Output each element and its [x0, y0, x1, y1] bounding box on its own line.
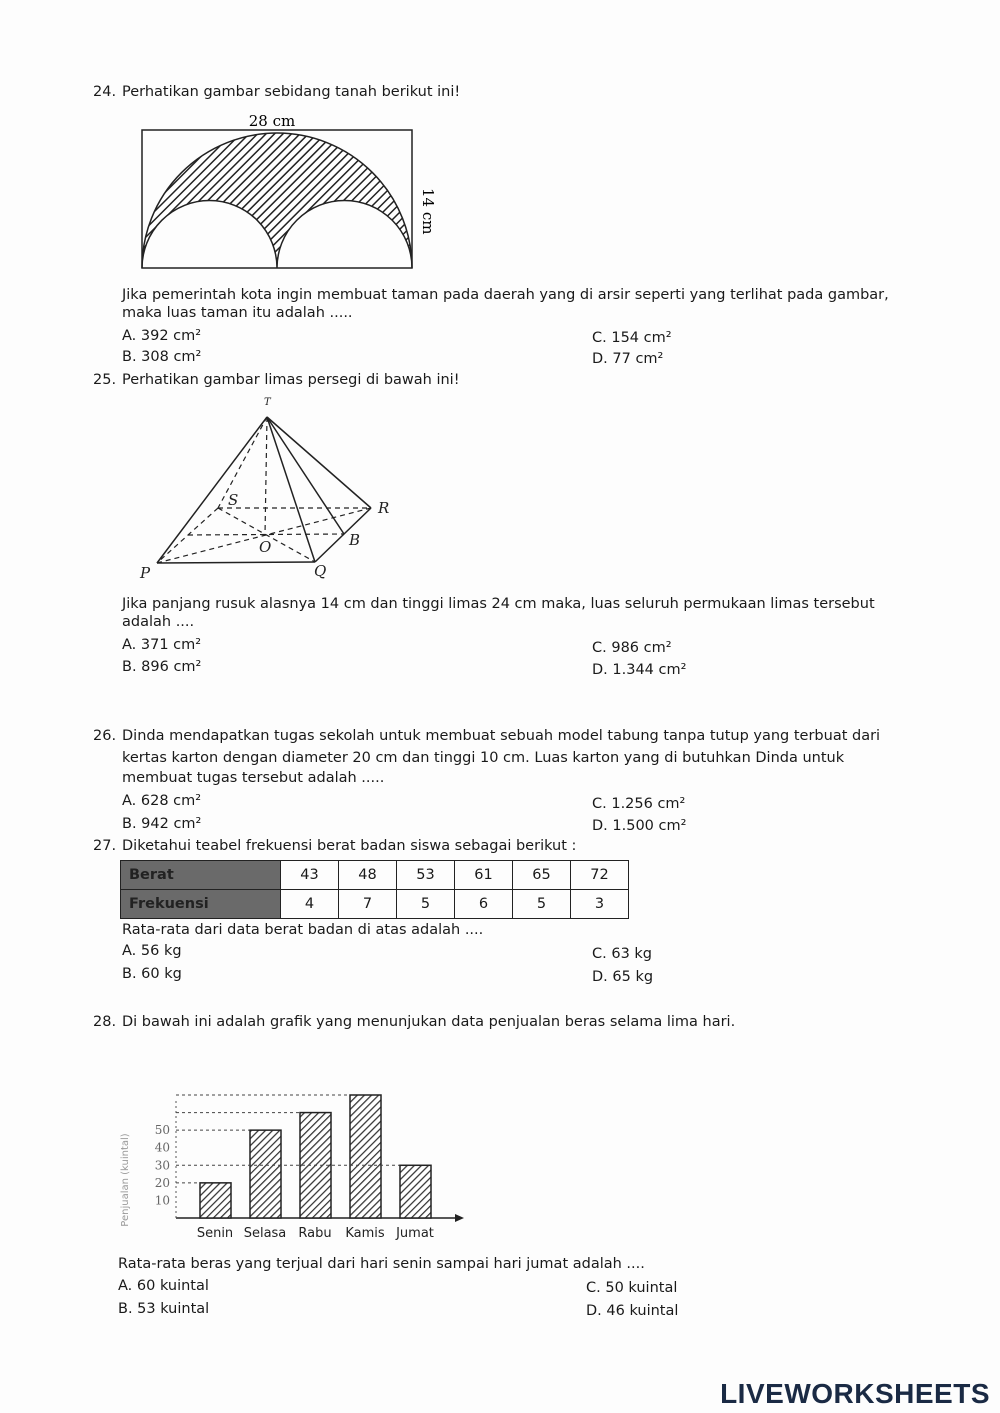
- q27-option-a[interactable]: A. 56 kg: [122, 943, 182, 959]
- table-cell: 6: [455, 890, 513, 919]
- q25-option-b[interactable]: B. 896 cm²: [122, 659, 202, 675]
- bar-kamis: [350, 1095, 381, 1218]
- y-axis-label: Penjualan (kuintal): [120, 1133, 131, 1227]
- q24-question-1: Jika pemerintah kota ingin membuat taman pada daerah yang di arsir seperti yang terlihat pada gambar,: [122, 287, 889, 303]
- label-b: B: [349, 531, 361, 549]
- bar-selasa: [250, 1130, 281, 1218]
- table-cell: 3: [571, 890, 629, 919]
- x-tick-label: Kamis: [345, 1226, 385, 1241]
- q26-line-3: membuat tugas tersebut adalah .....: [122, 770, 385, 786]
- frequency-table: [120, 860, 629, 919]
- table-cell: 43: [281, 861, 339, 890]
- table-cell: 61: [455, 861, 513, 890]
- q26-option-a[interactable]: A. 628 cm²: [122, 793, 202, 809]
- bar-senin: [200, 1183, 231, 1218]
- y-tick-label: 10: [154, 1193, 170, 1208]
- q27-text: Diketahui teabel frekuensi berat badan siswa sebagai berikut :: [122, 838, 577, 854]
- x-tick-label: Senin: [196, 1226, 234, 1241]
- q24-option-c[interactable]: C. 154 cm²: [592, 330, 672, 346]
- q26-option-d[interactable]: D. 1.500 cm²: [592, 818, 687, 834]
- q25-option-a[interactable]: A. 371 cm²: [122, 637, 202, 653]
- q25-question-1: Jika panjang rusuk alasnya 14 cm dan tinggi limas 24 cm maka, luas seluruh permukaan limas tersebut: [122, 596, 875, 612]
- q24-option-a[interactable]: A. 392 cm²: [122, 328, 202, 344]
- label-s: S: [228, 491, 239, 509]
- table-cell: 7: [339, 890, 397, 919]
- table-cell: 72: [571, 861, 629, 890]
- bar-jumat: [400, 1165, 431, 1218]
- q25-option-c[interactable]: C. 986 cm²: [592, 640, 672, 656]
- table-cell: 4: [281, 890, 339, 919]
- label-o: O: [259, 538, 272, 556]
- width-label: 28 cm: [248, 112, 296, 130]
- q26-option-b[interactable]: B. 942 cm²: [122, 816, 202, 832]
- sales-bar-chart: [110, 1080, 480, 1250]
- x-axis-arrow: [455, 1214, 464, 1222]
- header-berat: Berat: [121, 861, 281, 890]
- q28-question: Rata-rata beras yang terjual dari hari senin sampai hari jumat adalah ....: [118, 1256, 645, 1272]
- label-q: Q: [314, 562, 327, 580]
- q28-text: Di bawah ini adalah grafik yang menunjukan data penjualan beras selama lima hari.: [122, 1014, 736, 1030]
- x-tick-label: Selasa: [243, 1226, 287, 1241]
- table-cell: 5: [513, 890, 571, 919]
- q26-line-1: Dinda mendapatkan tugas sekolah untuk membuat sebuah model tabung tanpa tutup yang terbuat dari: [122, 728, 881, 744]
- x-tick-label: Rabu: [298, 1226, 332, 1241]
- q28-option-d[interactable]: D. 46 kuintal: [586, 1303, 679, 1319]
- q24-option-d[interactable]: D. 77 cm²: [592, 351, 664, 367]
- label-p: P: [140, 564, 151, 582]
- q27-option-c[interactable]: C. 63 kg: [592, 946, 653, 962]
- label-t: T: [264, 397, 271, 408]
- table-cell: 65: [513, 861, 571, 890]
- q26-line-2: kertas karton dengan diameter 20 cm dan tinggi 10 cm. Luas karton yang di butuhkan Dinda untuk: [122, 750, 845, 766]
- y-tick-label: 40: [154, 1140, 170, 1155]
- hatched-area: [142, 133, 412, 268]
- y-tick-label: 20: [154, 1175, 170, 1190]
- q28-number: 28.: [93, 1014, 117, 1030]
- q27-option-d[interactable]: D. 65 kg: [592, 969, 654, 985]
- q26-option-c[interactable]: C. 1.256 cm²: [592, 796, 686, 812]
- label-r: R: [378, 499, 390, 517]
- height-label: 14 cm: [419, 188, 437, 235]
- header-frekuensi: Frekuensi: [121, 890, 281, 919]
- q25-number: 25.: [93, 372, 117, 388]
- table-cell: 53: [397, 861, 455, 890]
- q25-text: Perhatikan gambar limas persegi di bawah ini!: [122, 372, 460, 388]
- q28-option-c[interactable]: C. 50 kuintal: [586, 1280, 678, 1296]
- liveworksheets-logo: LIVEWORKSHEETS: [720, 1378, 990, 1409]
- q25-option-d[interactable]: D. 1.344 cm²: [592, 662, 687, 678]
- q27-number: 27.: [93, 838, 117, 854]
- x-tick-label: Jumat: [396, 1226, 434, 1241]
- q24-option-b[interactable]: B. 308 cm²: [122, 349, 202, 365]
- q26-number: 26.: [93, 728, 117, 744]
- q24-question-2: maka luas taman itu adalah .....: [122, 305, 353, 321]
- pyramid-figure: [0, 390, 500, 590]
- q27-question: Rata-rata dari data berat badan di atas adalah ....: [122, 922, 484, 938]
- y-tick-label: 50: [154, 1123, 170, 1138]
- q24-figure: [0, 0, 1000, 290]
- table-cell: 48: [339, 861, 397, 890]
- q24-number: 24.: [93, 84, 117, 100]
- q27-option-b[interactable]: B. 60 kg: [122, 966, 182, 982]
- q25-question-2: adalah ....: [122, 614, 195, 630]
- table-row: [121, 861, 629, 890]
- q28-option-b[interactable]: B. 53 kuintal: [118, 1301, 210, 1317]
- table-row: [121, 890, 629, 919]
- q24-text: Perhatikan gambar sebidang tanah berikut ini!: [122, 84, 461, 100]
- table-cell: 5: [397, 890, 455, 919]
- y-tick-label: 30: [154, 1158, 170, 1173]
- q28-option-a[interactable]: A. 60 kuintal: [118, 1278, 209, 1294]
